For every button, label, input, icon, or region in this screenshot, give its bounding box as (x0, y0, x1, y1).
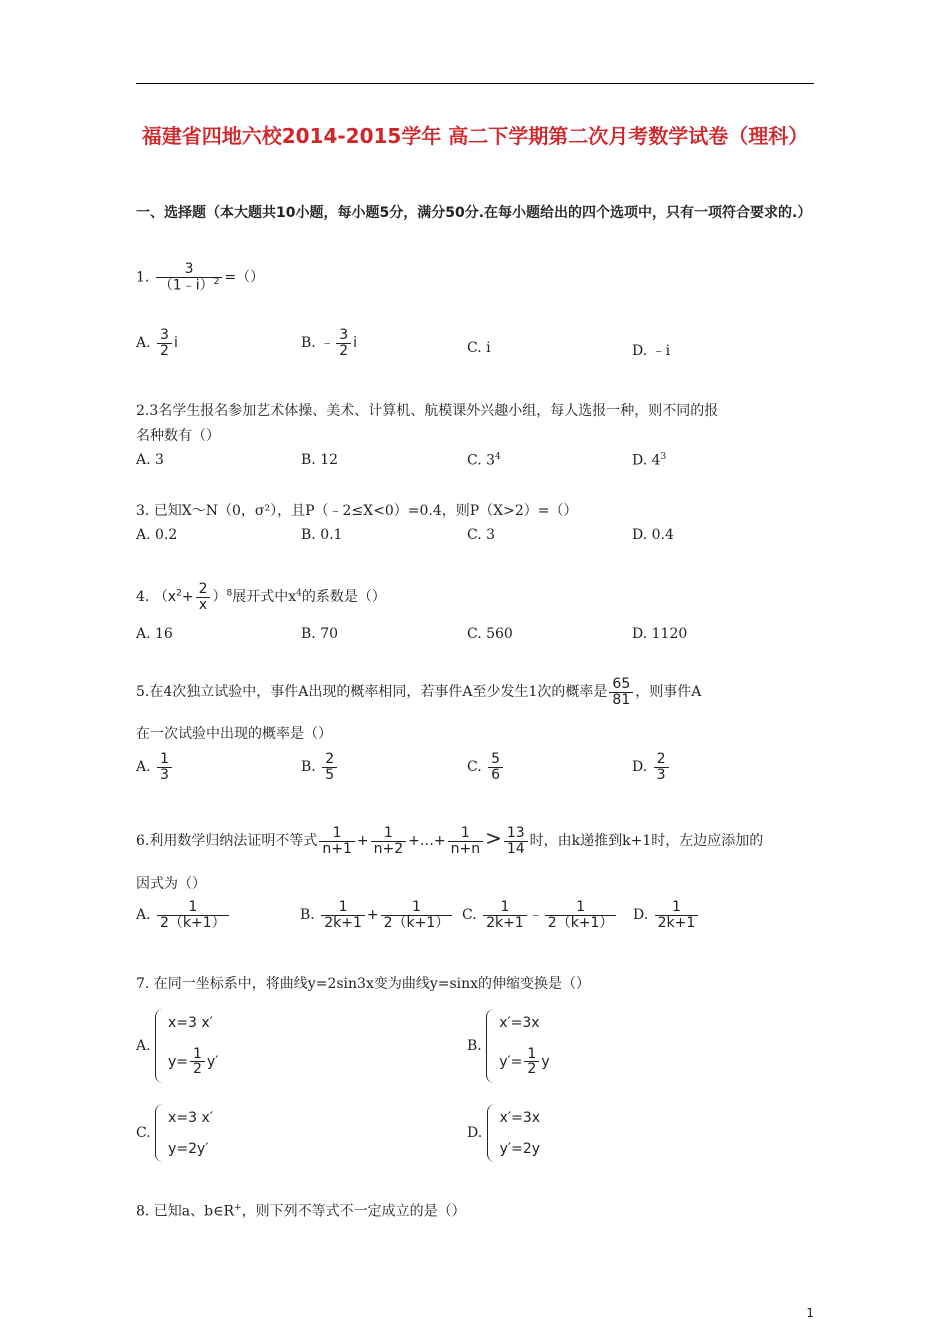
question-5-line1: 5.在4次独立试验中，事件A出现的概率相同，若事件A至少发生1次的概率是 $\frac{65}{81}$ ，则事件A (136, 676, 702, 708)
question-4: 4. （$x^2+$ $\frac{2}{x}$ ）$^8$展开式中$x^4$的系数是（） (136, 581, 386, 613)
q4-option-c[interactable]: C. 560 (467, 626, 513, 642)
question-2-line2: 名种数有（） (136, 428, 220, 444)
q5-option-a[interactable]: A. $\frac{1}{3}$ (136, 752, 174, 782)
q5-option-b[interactable]: B. $\frac{2}{5}$ (301, 752, 339, 782)
q3-option-b[interactable]: B. 0.1 (301, 527, 343, 543)
q3-option-a[interactable]: A. 0.2 (136, 527, 178, 543)
q3-option-d[interactable]: D. 0.4 (632, 527, 674, 543)
question-3: 3. 已知X～N（0，σ²），且P（﹣2≤X<0）=0.4，则P（X>2）=（） (136, 503, 578, 519)
q7-option-a[interactable]: A. x=3 x′ y= $\frac{1}{2}$ y′ (136, 1007, 218, 1085)
question-6-line2: 因式为（） (136, 876, 206, 892)
q1-option-a[interactable]: A. $\frac{3}{2}$ i (136, 327, 178, 359)
q6-option-c[interactable]: C. $\frac{1}{2k+1}$ ﹣ $\frac{1}{2(k+1)}$ (462, 900, 618, 930)
question-1: 1. $\frac{3}{(1﹣i)^2}$ =（） (136, 261, 265, 294)
section-heading: 一、选择题（本大题共10小题，每小题5分，满分50分.在每小题给出的四个选项中，只有一项符合要求的.） (136, 205, 812, 221)
header-rule (136, 83, 814, 84)
question-2-line1: 2.3名学生报名参加艺术体操、美术、计算机、航模课外兴趣小组，每人选报一种，则不同的报 (136, 403, 719, 419)
q1-option-d[interactable]: D. ﹣i (632, 343, 671, 359)
question-8: 8. 已知a、b∈R+，则下列不等式不一定成立的是（） (136, 1203, 466, 1220)
q7-option-c[interactable]: C. x=3 x′ y=2y′ (136, 1102, 213, 1164)
q4-option-b[interactable]: B. 70 (301, 626, 339, 642)
question-7: 7. 在同一坐标系中，将曲线y=2sin3x变为曲线y=sinx的伸缩变换是（） (136, 976, 591, 992)
q1-option-b[interactable]: B. ﹣ $\frac{3}{2}$ i (301, 327, 358, 359)
q2-option-b[interactable]: B. 12 (301, 452, 339, 468)
page-title: 福建省四地六校2014-2015学年 高二下学期第二次月考数学试卷（理科） (141, 124, 809, 148)
q7-option-b[interactable]: B. x′=3x y′= $\frac{1}{2}$ y (467, 1007, 550, 1085)
q4-option-d[interactable]: D. 1120 (632, 626, 688, 642)
q6-option-a[interactable]: A. $\frac{1}{2(k+1)}$ (136, 900, 231, 930)
q5-option-d[interactable]: D. $\frac{2}{3}$ (632, 752, 671, 782)
q4-option-a[interactable]: A. 16 (136, 626, 173, 642)
page-number: 1 (806, 1306, 814, 1320)
q3-option-c[interactable]: C. 3 (467, 527, 496, 543)
q7-option-d[interactable]: D. x′=3x y′=2y (467, 1102, 540, 1164)
question-5-line2: 在一次试验中出现的概率是（） (136, 726, 332, 742)
q2-option-d[interactable]: D. $4^3$ (632, 452, 667, 469)
q6-option-d[interactable]: D. $\frac{1}{2k+1}$ (633, 900, 700, 930)
q1-option-c[interactable]: C. i (467, 340, 491, 356)
q2-option-a[interactable]: A. 3 (136, 452, 164, 468)
question-6-line1: 6.利用数学归纳法证明不等式 $\frac{1}{n+1}$ + $\frac{1}{n+2}$ +…+ $\frac{1}{n+n}$ > $\frac{13}{14}$ 时，由k递推到k+1时，左边应添加的 (136, 825, 764, 857)
q5-option-c[interactable]: C. $\frac{5}{6}$ (467, 752, 505, 782)
q6-option-b[interactable]: B. $\frac{1}{2k+1}$ + $\frac{1}{2(k+1)}$ (300, 900, 454, 930)
q2-option-c[interactable]: C. $3^4$ (467, 452, 501, 469)
